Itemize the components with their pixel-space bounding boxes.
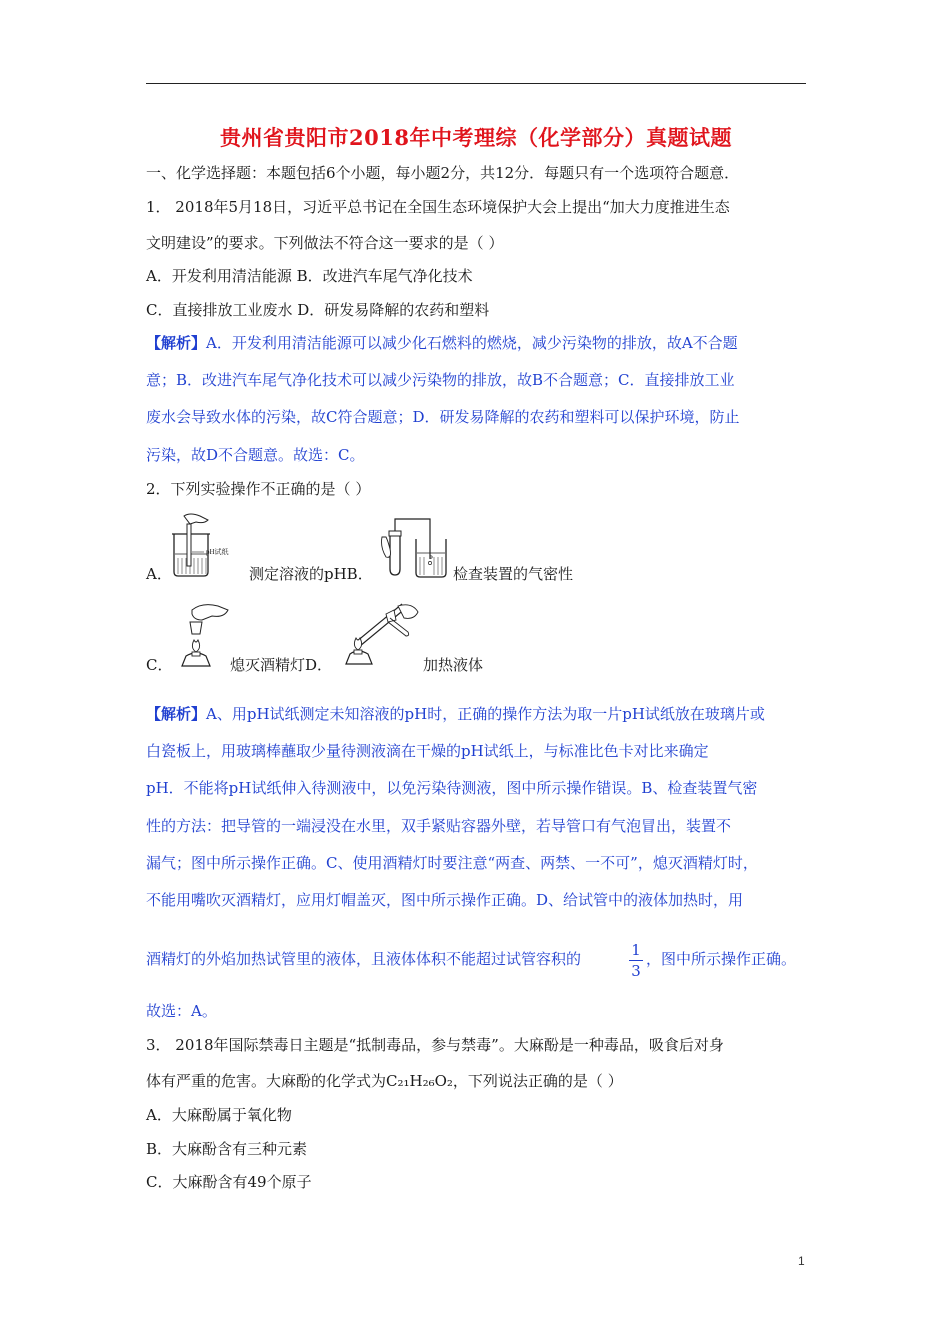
q2-analysis-line7b: ，图中所示操作正确。 xyxy=(646,950,797,968)
q2-option-a-text: 测定溶液的pHB． xyxy=(249,565,373,583)
q1-stem-line2: 文明建设”的要求。下列做法不符合这一要求的是（ ） xyxy=(146,234,504,252)
q2-option-c-text: 熄灭酒精灯D． xyxy=(230,656,333,674)
q3-option-a: A．大麻酚属于氧化物 xyxy=(146,1106,292,1124)
q2-analysis-line6: 不能用嘴吹灭酒精灯，应用灯帽盖灭，图中所示操作正确。D、给试管中的液体加热时，用 xyxy=(146,891,744,909)
fraction-one-third xyxy=(629,941,643,980)
extinguish-lamp-illustration xyxy=(172,600,232,668)
q2-option-d-text: 加热液体 xyxy=(423,656,484,674)
ph-test-illustration xyxy=(170,512,250,578)
q1-analysis-line2: 意；B．改进汽车尾气净化技术可以减少污染物的排放，故B不合题意；C．直接排放工业 xyxy=(146,371,735,389)
q2-analysis-line1 xyxy=(146,704,765,724)
q2-analysis-line2: 白瓷板上，用玻璃棒蘸取少量待测液滴在干燥的pH试纸上，与标准比色卡对比来确定 xyxy=(146,742,709,760)
q2-stem: 2．下列实验操作不正确的是（ ） xyxy=(146,480,371,498)
q2-analysis-line5: 漏气；图中所示操作正确。C、使用酒精灯时要注意“两查、两禁、一不可”，熄灭酒精灯时， xyxy=(146,854,758,872)
airtightness-check-illustration xyxy=(378,513,450,581)
q1-analysis-text1: A．开发利用清洁能源可以减少化石燃料的燃烧，减少污染物的排放，故A不合题 xyxy=(206,334,738,352)
q1-analysis-line1 xyxy=(146,333,738,353)
ph-paper-label: pH试纸 xyxy=(206,548,229,556)
q3-stem-line1: 3． 2018年国际禁毒日主题是“抵制毒品，参与禁毒”。大麻酚是一种毒品，吸食后对身 xyxy=(146,1036,724,1054)
document-title: 贵州省贵阳市2018年中考理综（化学部分）真题试题 xyxy=(220,125,732,150)
q2-option-c-letter: C． xyxy=(146,656,173,674)
q2-analysis-line3: pH．不能将pH试纸伸入待测液中，以免污染待测液，图中所示操作错误。B、检查装置气密 xyxy=(146,779,758,797)
q2-option-b-text: 检查装置的气密性 xyxy=(453,565,574,583)
q2-analysis-line7a: 酒精灯的外焰加热试管里的液体，且液体体积不能超过试管容积的 xyxy=(146,950,582,968)
q2-answer: 故选：A。 xyxy=(146,1002,217,1020)
fraction-denominator: 3 xyxy=(631,962,641,980)
heat-liquid-illustration xyxy=(342,598,422,666)
q1-stem-line1: 1． 2018年5月18日，习近平总书记在全国生态环境保护大会上提出“加大力度推进生态 xyxy=(146,198,730,216)
analysis-tag: 【解析】 xyxy=(146,705,207,723)
section-heading: 一、化学选择题：本题包括6个小题，每小题2分，共12分．每题只有一个选项符合题意． xyxy=(146,164,740,182)
q1-analysis-line3: 废水会导致水体的污染，故C符合题意；D．研发易降解的农药和塑料可以保护环境，防止 xyxy=(146,408,740,426)
q1-analysis-line4: 污染，故D不合题意。故选：C。 xyxy=(146,446,365,464)
fraction-bar xyxy=(629,960,643,961)
q2-option-a-letter: A． xyxy=(146,565,172,583)
q3-stem-line2: 体有严重的危害。大麻酚的化学式为C₂₁H₂₆O₂，下列说法正确的是（ ） xyxy=(146,1072,623,1090)
analysis-tag: 【解析】 xyxy=(146,334,207,352)
header-rule xyxy=(146,83,806,84)
q3-option-b: B．大麻酚含有三种元素 xyxy=(146,1140,308,1158)
q1-options-cd: C．直接排放工业废水 D．研发易降解的农药和塑料 xyxy=(146,301,490,319)
q2-analysis-text1: A、用pH试纸测定未知溶液的pH时，正确的操作方法为取一片pH试纸放在玻璃片或 xyxy=(206,705,765,723)
q1-options-ab: A．开发利用清洁能源 B．改进汽车尾气净化技术 xyxy=(146,267,473,285)
q3-option-c: C．大麻酚含有49个原子 xyxy=(146,1173,312,1191)
page-number: 1 xyxy=(798,1254,805,1268)
fraction-numerator: 1 xyxy=(631,941,641,959)
q2-analysis-line4: 性的方法：把导管的一端浸没在水里，双手紧贴容器外壁，若导管口有气泡冒出，装置不 xyxy=(146,817,732,835)
